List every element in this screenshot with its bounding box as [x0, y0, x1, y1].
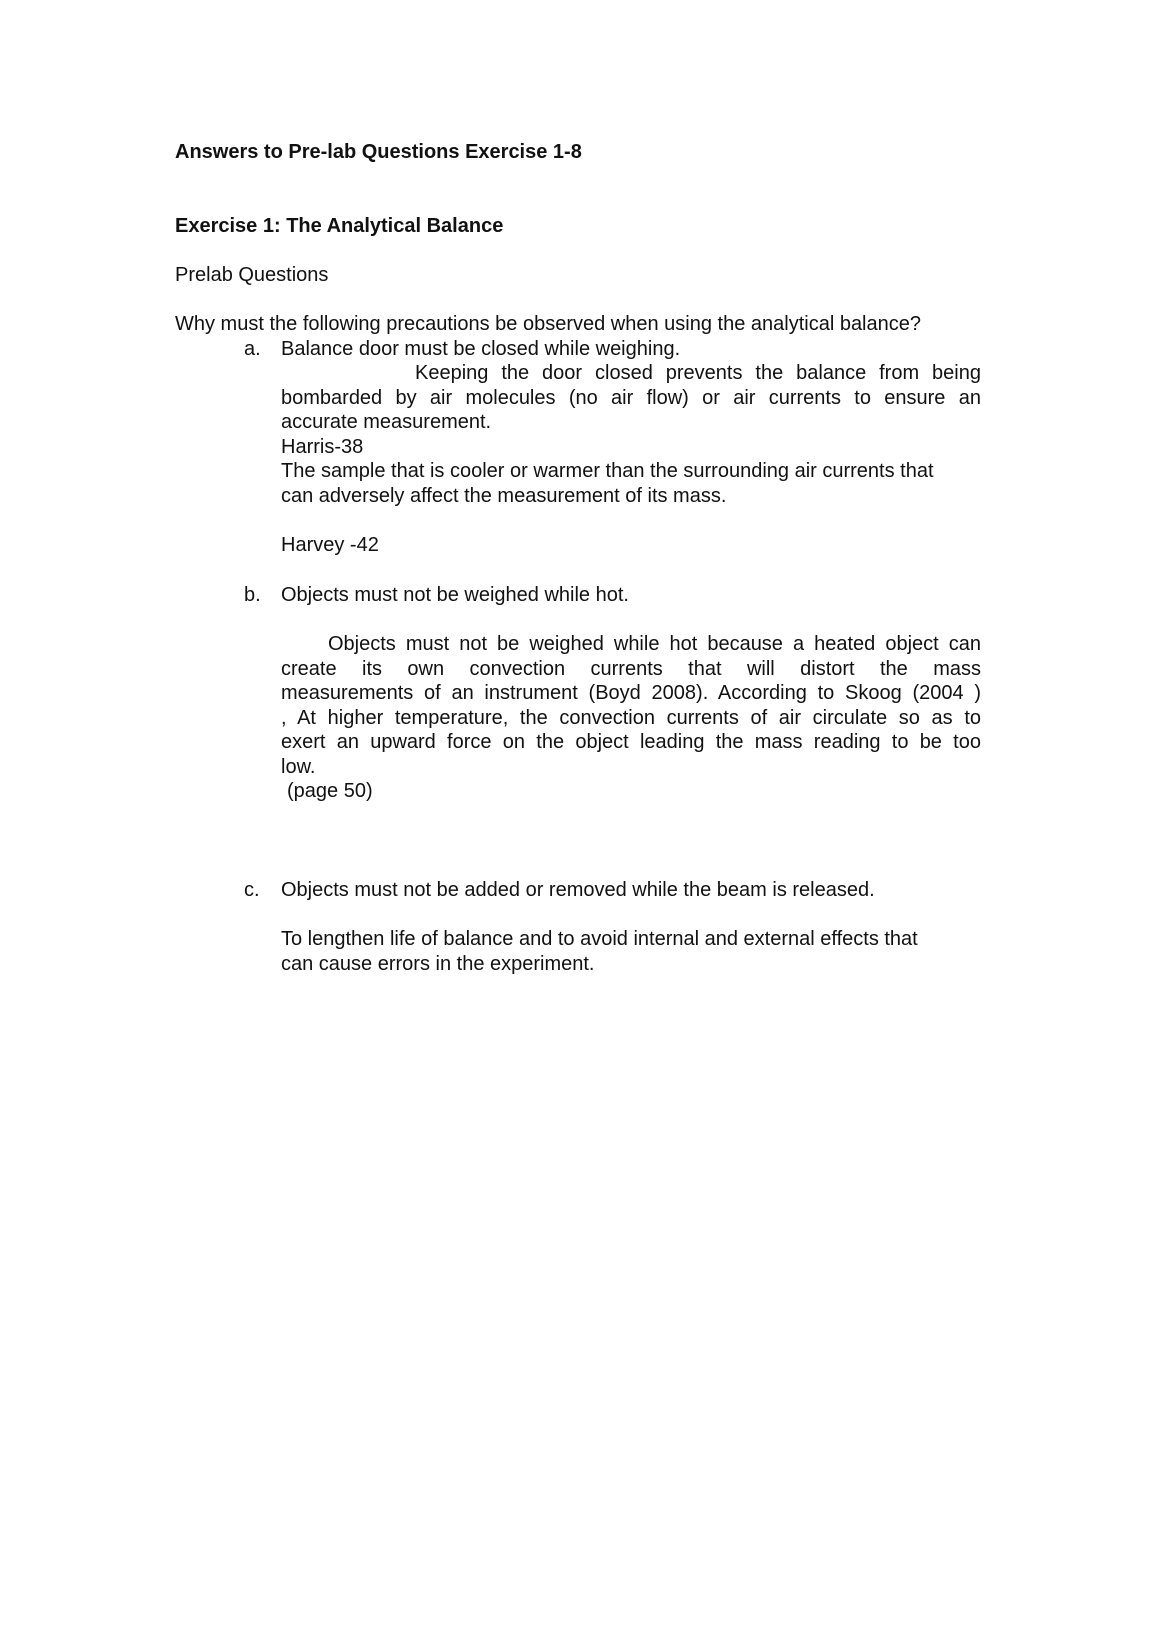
list-item-a-text: Balance door must be closed while weighing.	[281, 338, 681, 360]
answer-b-line: Objects must not be weighed while hot because a heated object can	[328, 633, 981, 655]
exercise-title: Exercise 1: The Analytical Balance	[175, 215, 504, 237]
answer-b-line: create its own convection currents that will distort the mass	[281, 657, 981, 680]
list-item-c-text: Objects must not be added or removed while the beam is released.	[281, 879, 875, 901]
answer-c-paragraph	[281, 927, 981, 976]
list-marker-c: c.	[244, 879, 260, 901]
list-marker-b: b.	[244, 584, 261, 606]
answer-c-line: To lengthen life of balance and to avoid internal and external effects that	[281, 928, 918, 950]
answer-b-paragraph	[281, 632, 981, 804]
list-item-b-text: Objects must not be weighed while hot.	[281, 584, 629, 606]
answer-a-paragraph-2	[281, 459, 981, 508]
citation-harvey: Harvey -42	[281, 534, 379, 556]
answer-b-line: low.	[281, 755, 316, 778]
answer-b-line: exert an upward force on the object leading the mass reading to be too	[281, 731, 981, 753]
citation-harris: Harris-38	[281, 436, 364, 458]
answer-b-line: measurements of an instrument (Boyd 2008). According to Skoog (2004 )	[281, 682, 981, 704]
answer-a2-line: The sample that is cooler or warmer than the surrounding air currents that	[281, 460, 934, 482]
citation-page: (page 50)	[287, 780, 373, 802]
section-label: Prelab Questions	[175, 264, 329, 286]
list-marker-a: a.	[244, 338, 261, 360]
answer-c-line: can cause errors in the experiment.	[281, 952, 595, 975]
answer-a-line: accurate measurement.	[281, 411, 492, 433]
answer-a-paragraph	[281, 361, 981, 435]
answer-b-line: , At higher temperature, the convection currents of air circulate so as to	[281, 706, 981, 729]
answer-a-line: Keeping the door closed prevents the balance from being	[415, 362, 981, 384]
answer-a2-line: can adversely affect the measurement of its mass.	[281, 484, 727, 507]
document-title: Answers to Pre-lab Questions Exercise 1-8	[175, 141, 582, 163]
question-text: Why must the following precautions be observed when using the analytical balance?	[175, 313, 921, 335]
answer-a-line: bombarded by air molecules (no air flow) or air currents to ensure an	[281, 386, 981, 409]
